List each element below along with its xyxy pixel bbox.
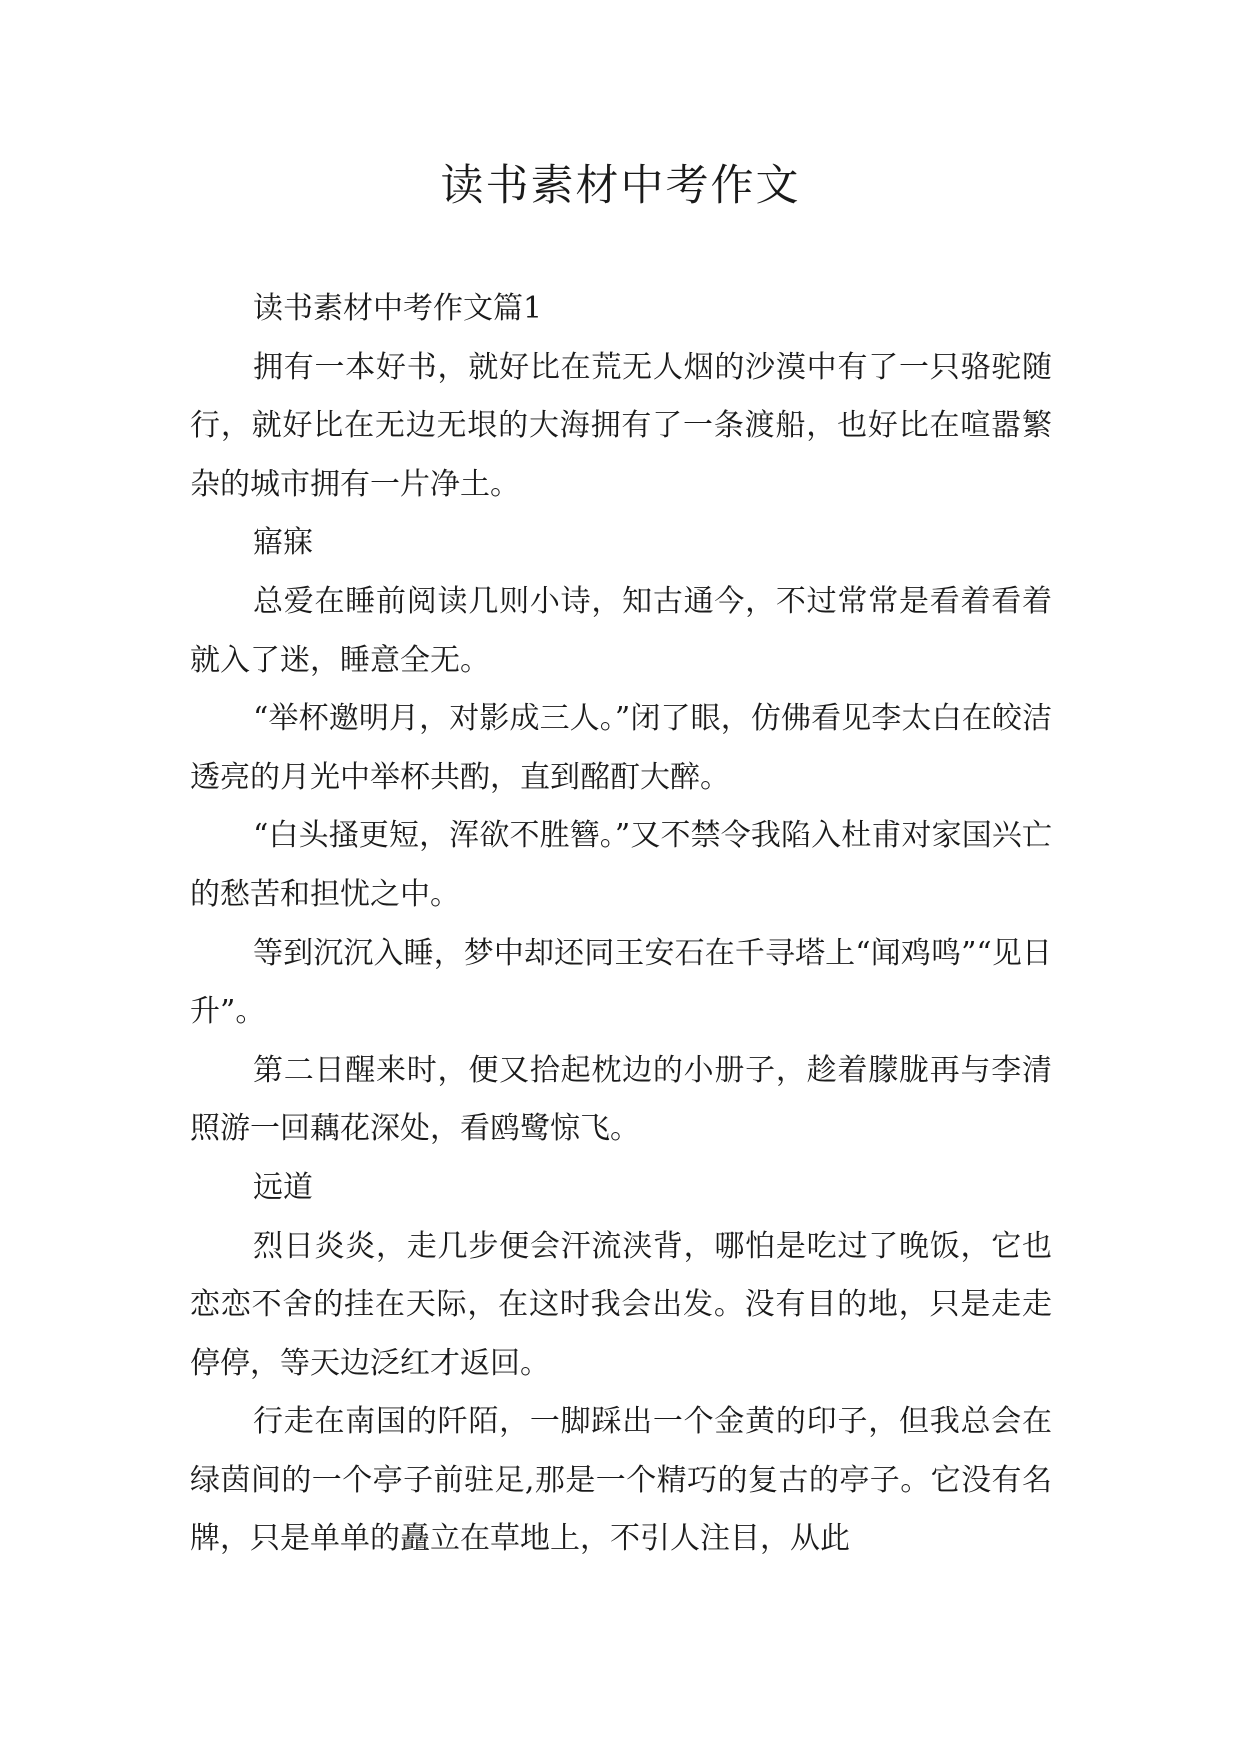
paragraph-intro: 拥有一本好书，就好比在荒无人烟的沙漠中有了一只骆驼随行，就好比在无边无垠的大海拥有了一条渡船，也好比在喧嚣繁杂的城市拥有一片净土。: [190, 349, 1052, 502]
document-title: 读书素材中考作文: [440, 161, 801, 211]
paragraph: “白头搔更短，浑欲不胜簪。”又不禁令我陷入杜甫对家国兴亡的愁苦和担忧之中。: [190, 818, 1052, 912]
paragraph: 第二日醒来时，便又拾起枕边的小册子，趁着朦胧再与李清照游一回藕花深处，看鸥鹭惊飞。: [190, 1052, 1052, 1147]
section-heading-yuandao: 远道: [253, 1169, 313, 1205]
paragraph: 等到沉沉入睡，梦中却还同王安石在千寻塔上“闻鸡鸣”“见日升”。: [190, 935, 1052, 1030]
paragraph: 总爱在睡前阅读几则小诗，知古通今，不过常常是看着看着就入了迷，睡意全无。: [190, 583, 1052, 678]
section-heading-wumei: 寤寐: [253, 525, 313, 561]
paragraph-heading-1: 读书素材中考作文篇1: [253, 291, 543, 326]
paragraph: 行走在南国的阡陌，一脚踩出一个金黄的印子，但我总会在绿茵间的一个亭子前驻足,那是一个精巧的复古的亭子。它没有名牌，只是单单的矗立在草地上，不引人注目，从此: [190, 1404, 1052, 1557]
paragraph: “举杯邀明月，对影成三人。”闭了眼，仿佛看见李太白在皎洁透亮的月光中举杯共酌，直到酩酊大醉。: [190, 701, 1052, 795]
paragraph: 烈日炎炎，走几步便会汗流浃背，哪怕是吃过了晚饭，它也恋恋不舍的挂在天际，在这时我会出发。没有目的地，只是走走停停，等天边泛红才返回。: [190, 1228, 1052, 1381]
document-body: [190, 280, 1052, 1569]
